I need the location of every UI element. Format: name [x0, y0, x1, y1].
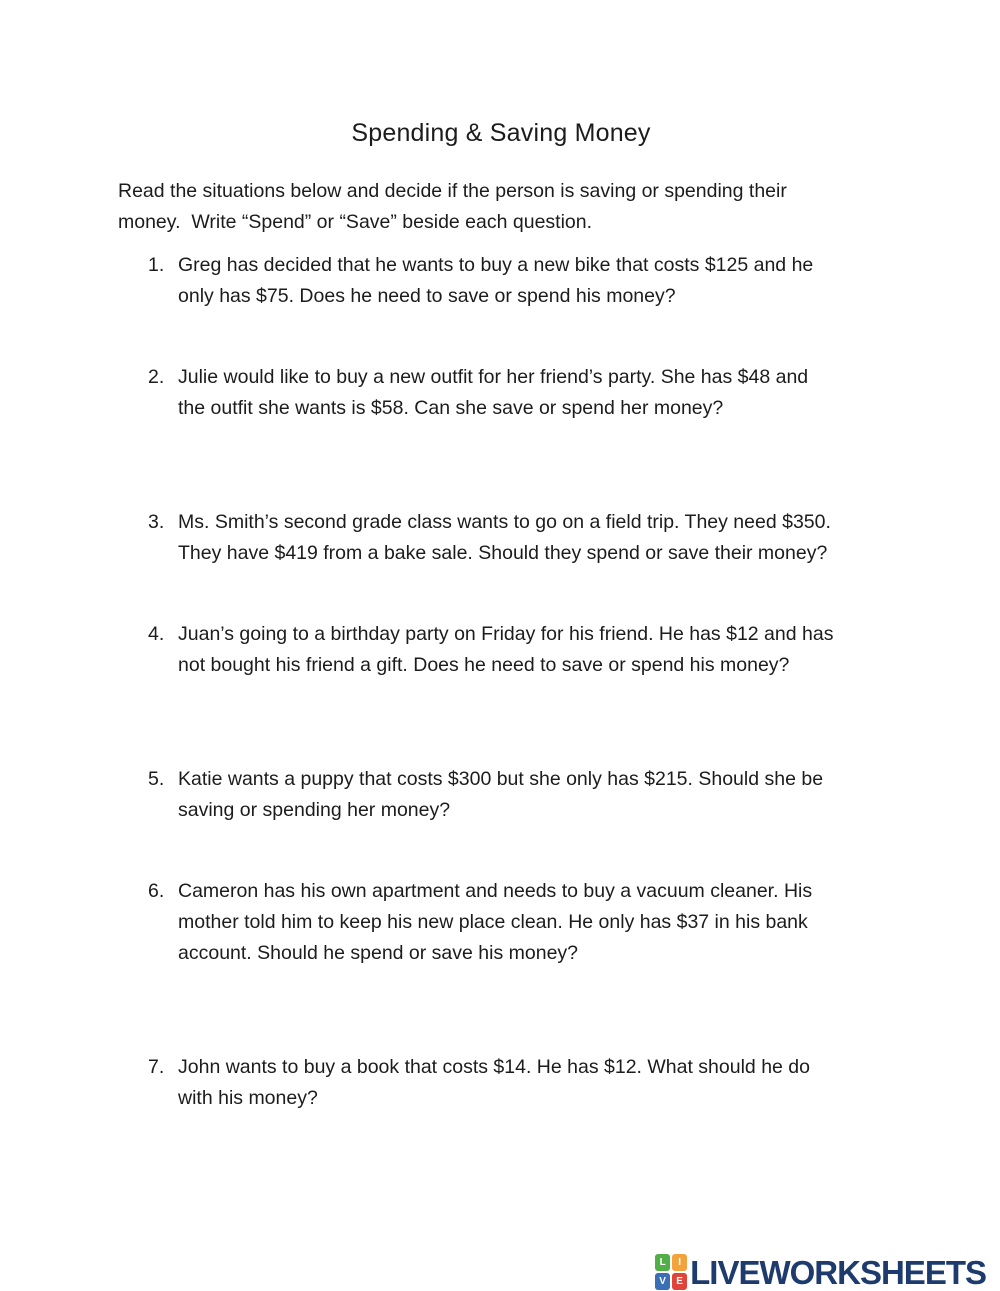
logo-letter-v: V	[655, 1273, 670, 1290]
question-text-line: Cameron has his own apartment and needs to buy a vacuum cleaner. His	[178, 880, 813, 902]
question-text	[178, 250, 884, 312]
question-item-6	[148, 876, 884, 969]
logo-letter-l: L	[655, 1254, 670, 1271]
question-text-line: saving or spending her money?	[178, 799, 451, 821]
question-text	[178, 764, 884, 826]
question-text	[178, 507, 884, 569]
question-number: 1.	[148, 254, 165, 276]
question-text-line: with his money?	[178, 1087, 318, 1109]
question-text-line: Juan’s going to a birthday party on Friday for his friend. He has $12 and has	[178, 623, 834, 645]
liveworksheets-icon	[655, 1254, 687, 1290]
logo-letter-i: I	[672, 1254, 687, 1271]
question-text-line: John wants to buy a book that costs $14. He has $12. What should he do	[178, 1056, 810, 1078]
instructions-line: money. Write “Spend” or “Save” beside each question.	[118, 211, 593, 233]
question-item-3	[148, 507, 884, 569]
question-text-line: not bought his friend a gift. Does he need to save or spend his money?	[178, 654, 790, 676]
question-text	[178, 876, 884, 969]
question-item-5	[148, 764, 884, 826]
question-number: 7.	[148, 1056, 165, 1078]
question-number: 6.	[148, 880, 165, 902]
question-text	[178, 619, 884, 681]
question-text-line: Greg has decided that he wants to buy a new bike that costs $125 and he	[178, 254, 814, 276]
question-item-2	[148, 362, 884, 424]
question-text-line: mother told him to keep his new place clean. He only has $37 in his bank	[178, 911, 808, 933]
instructions-line: Read the situations below and decide if the person is saving or spending their	[118, 180, 787, 202]
question-text-line: They have $419 from a bake sale. Should they spend or save their money?	[178, 542, 828, 564]
question-text-line: Julie would like to buy a new outfit for her friend’s party. She has $48 and	[178, 366, 809, 388]
brand-wordmark: LIVEWORKSHEETS	[690, 1253, 986, 1291]
question-text-line: Katie wants a puppy that costs $300 but she only has $215. Should she be	[178, 768, 824, 790]
question-text	[178, 1052, 884, 1114]
question-item-7	[148, 1052, 884, 1114]
question-list	[118, 250, 884, 1114]
question-item-4	[148, 619, 884, 681]
question-item-1	[148, 250, 884, 312]
page-title: Spending & Saving Money	[351, 119, 651, 147]
instructions	[118, 176, 884, 238]
logo-letter-e: E	[672, 1273, 687, 1290]
question-number: 3.	[148, 511, 165, 533]
question-text-line: Ms. Smith’s second grade class wants to go on a field trip. They need $350.	[178, 511, 831, 533]
liveworksheets-logo	[655, 1254, 986, 1290]
question-text-line: only has $75. Does he need to save or spend his money?	[178, 285, 676, 307]
question-text	[178, 362, 884, 424]
question-text-line: account. Should he spend or save his money?	[178, 942, 579, 964]
question-number: 5.	[148, 768, 165, 790]
question-text-line: the outfit she wants is $58. Can she save or spend her money?	[178, 397, 724, 419]
question-number: 2.	[148, 366, 165, 388]
question-number: 4.	[148, 623, 165, 645]
